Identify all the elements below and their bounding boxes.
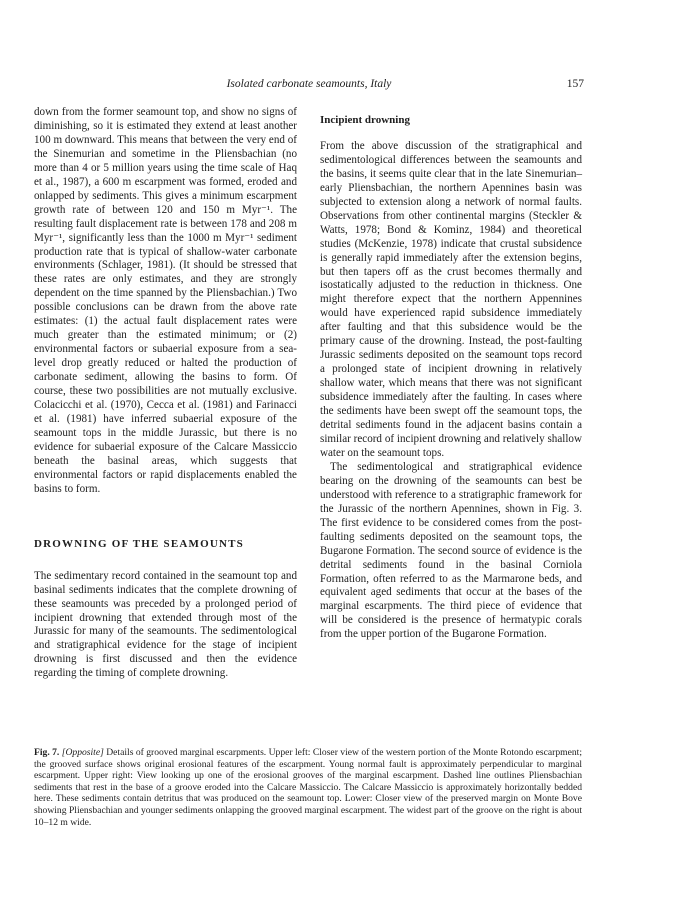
caption-text: Details of grooved marginal escarpments. Upper left: Closer view of the western portion of the Monte Rotondo escarpment; the grooved surface shows original erosional features of the escarpment. Young normal fault is approximately perpendicular to marginal escarpment. Upper right: View looking up one of the erosional grooves of the marginal escarpment. Dashed line outlines Pliensbachian sediments that rest in the base of a groove eroded into the Calcare Massiccio. The Calcare Massiccio is approximately horizontally bedded here. These sediments contain detritus that was produced on the seamount top. Lower: Closer view of the preserved margin on Monte Bove showing Pliensbachian and younger sediments onlapping the grooved marginal escarpment. The widest part of the groove on the right is about 10–12 m wide.	[34, 747, 582, 828]
body-paragraph: From the above discussion of the stratigraphical and sedimentological differences between the seamounts and the basins, it seems quite clear that in the late Sinemurian–early Pliensbachian, the northern Apennines basin was subjected to extension along a network of normal faults. Observations from other continental margins (Steckler & Watts, 1978; Bond & Kominz, 1984) and theoretical studies (McKenzie, 1978) indicate that crustal subsidence is generally rapid immediately after the extension begins, but then tapers off as the crust becomes thermally and isostatically adjusted to the reduction in thickness. One might therefore expect that the northern Appennines would have experienced rapid subsidence immediately after faulting and that this subsidence would be the primary cause of the drowning. Instead, the post-faulting Jurassic sediments deposited on the seamount tops record a prolonged state of incipient drowning in relatively shallow water, which means that there was not significant subsidence immediately after the faulting. In cases where the sediments have been swept off the seamount tops, the detrital sediments found in the adjacent basins contain a similar record of incipient drowning and relatively shallow water on the seamount tops.	[320, 139, 582, 459]
right-column	[320, 106, 582, 642]
page-number: 157	[566, 78, 584, 90]
page-header	[34, 78, 584, 94]
figure-caption	[34, 747, 582, 828]
caption-qualifier: [Opposite]	[61, 747, 104, 758]
caption-label: Fig. 7.	[34, 747, 60, 758]
body-paragraph: The sedimentological and stratigraphical evidence bearing on the drowning of the seamounts can best be understood with reference to a stratigraphic framework for the Jurassic of the northern Apennines, shown in Fig. 3. The first evidence to be considered comes from the post-faulting sediments deposited on the seamount tops, the Bugarone Formation. The second source of evidence is the detrital sediments found in the basinal Corniola Formation, often referred to as the Marmarone beds, and equivalent aged sediments that occur at the bases of the marginal escarpments. The third piece of evidence that will be considered is the presence of hermatypic corals from the upper portion of the Bugarone Formation.	[320, 460, 582, 641]
running-title: Isolated carbonate seamounts, Italy	[226, 78, 392, 90]
body-paragraph: down from the former seamount top, and show no signs of diminishing, so it is estimated they extend at least another 100 m downward. This means that between the very end of the Sinemurian and sometime in the Pliensbachian (no more than 4 or 5 million years using the time scale of Haq et al., 1987), a 600 m escarpment was formed, eroded and onlapped by sediments. This gives a minimum escarpment growth rate of between 120 and 150 m Myr⁻¹. The resulting fault displacement rate is between 178 and 208 m Myr⁻¹, significantly less than the 1000 m Myr⁻¹ sediment production rate that is typical of shallow-water carbonate environments (Schlager, 1981). (It should be stressed that these rates are only estimates, and they are strongly dependent on the time spanned by the Pliensbachian.) Two possible conclusions can be drawn from the above rate estimates: (1) the actual fault displacement rates were much greater than the estimated minimum; or (2) environmental factors or subaerial exposure from a sea-level drop greatly reduced or halted the production of carbonate sediment, allowing the basins to form. Of course, these two possibilities are not mutually exclusive. Colacicchi et al. (1970), Cecca et al. (1981) and Farinacci et al. (1981) have inferred subaerial exposure of the seamount tops in the middle Jurassic, but there is no evidence for subaerial exposure of the Calcare Massiccio beneath the basinal areas, which suggests that environmental factors or rapid displacements enabled the basins to form.	[34, 106, 297, 495]
left-column	[34, 106, 297, 681]
body-paragraph: The sedimentary record contained in the seamount top and basinal sediments indicates that the complete drowning of these seamounts was preceded by a prolonged period of incipient drowning that extended through most of the Jurassic for many of the seamounts. The sedimentological and stratigraphical evidence for the stage of incipient drowning is first discussed and then the evidence regarding the timing of complete drowning.	[34, 569, 297, 680]
section-heading: DROWNING OF THE SEAMOUNTS	[34, 537, 244, 550]
sub-heading: Incipient drowning	[320, 114, 410, 126]
